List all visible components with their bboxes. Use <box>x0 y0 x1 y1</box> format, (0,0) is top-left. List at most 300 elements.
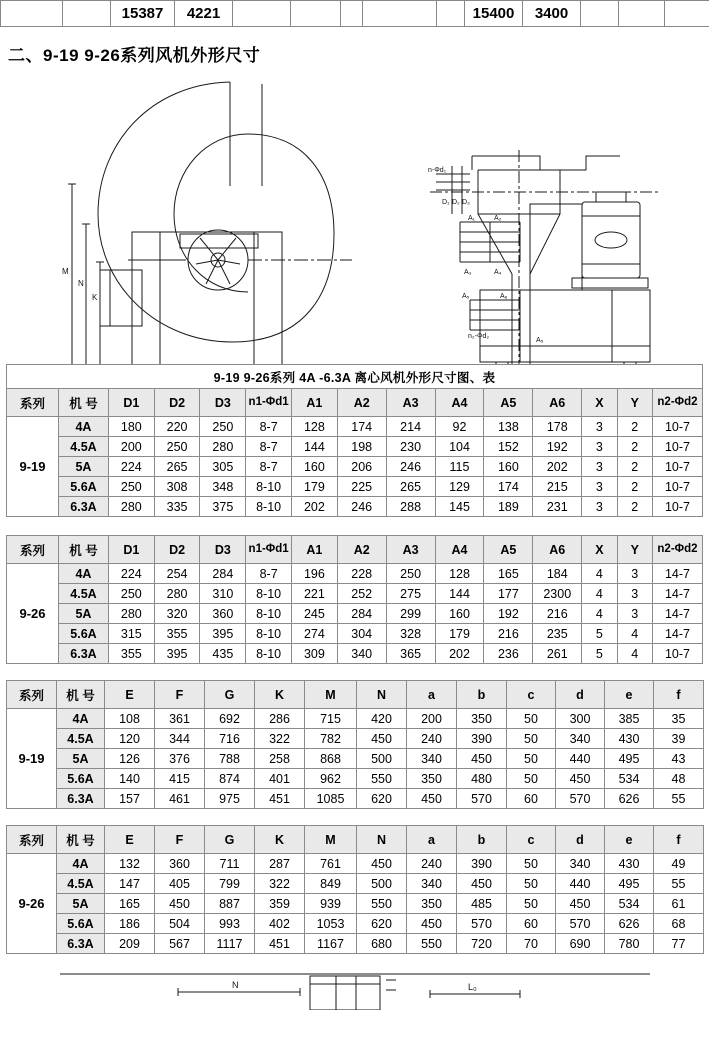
col-header: A6 <box>533 536 582 564</box>
cell: 2300 <box>533 584 582 604</box>
cell: 450 <box>407 789 457 809</box>
cell: 221 <box>292 584 338 604</box>
cell: 340 <box>556 729 605 749</box>
dim-table-1-block <box>0 364 709 517</box>
cell: 5 <box>582 644 617 664</box>
cell: 495 <box>605 874 654 894</box>
col-header: A5 <box>484 389 533 417</box>
cell: 174 <box>484 477 533 497</box>
dim-table-2 <box>6 535 703 664</box>
col-header: A4 <box>435 536 484 564</box>
cell: 245 <box>292 604 338 624</box>
col-header: 机 号 <box>59 389 109 417</box>
cell: 265 <box>154 457 200 477</box>
cell: 3 <box>582 497 617 517</box>
cell: 390 <box>457 729 507 749</box>
model-cell: 6.3A <box>59 497 109 517</box>
cell: 868 <box>305 749 357 769</box>
model-cell: 4A <box>59 564 109 584</box>
svg-text:D₁: D₁ <box>442 199 450 206</box>
cell: 250 <box>386 564 435 584</box>
col-header: f <box>654 826 704 854</box>
cell: 228 <box>337 564 386 584</box>
model-cell: 5.6A <box>57 769 105 789</box>
table-row <box>1 1 709 27</box>
cell <box>437 1 465 27</box>
cell: 534 <box>605 894 654 914</box>
cell: 179 <box>435 624 484 644</box>
cell: 214 <box>386 417 435 437</box>
cell: 39 <box>654 729 704 749</box>
cell: 570 <box>457 789 507 809</box>
cell: 365 <box>386 644 435 664</box>
table-row <box>7 749 704 769</box>
cell: 209 <box>105 934 155 954</box>
cell: 236 <box>484 644 533 664</box>
cell: 385 <box>605 709 654 729</box>
cell: 720 <box>457 934 507 954</box>
cell: 157 <box>105 789 155 809</box>
col-header-text: n2-Φd2 <box>657 396 698 409</box>
cell: 50 <box>507 894 556 914</box>
cell: 620 <box>357 914 407 934</box>
cell: 305 <box>200 457 246 477</box>
model-cell: 6.3A <box>57 934 105 954</box>
col-header: 机 号 <box>57 826 105 854</box>
cell: 50 <box>507 749 556 769</box>
col-header-text: n2-Φd2 <box>657 543 698 556</box>
cell: 550 <box>357 769 407 789</box>
col-header-text: n1-Φd1 <box>248 396 289 409</box>
cell: 224 <box>108 457 154 477</box>
cell: 962 <box>305 769 357 789</box>
cell: 849 <box>305 874 357 894</box>
cell: 2 <box>617 497 652 517</box>
cell: 3 <box>582 457 617 477</box>
col-header <box>246 536 292 564</box>
cell: 4 <box>582 584 617 604</box>
cell: 55 <box>654 789 704 809</box>
svg-text:A₂: A₂ <box>494 215 502 222</box>
cell: 440 <box>556 749 605 769</box>
cell: 692 <box>205 709 255 729</box>
col-header: Y <box>617 389 652 417</box>
cell: 504 <box>155 914 205 934</box>
col-header: A3 <box>386 536 435 564</box>
cell: 309 <box>292 644 338 664</box>
series-cell: 9-26 <box>7 564 59 664</box>
cell: 196 <box>292 564 338 584</box>
cell: 680 <box>357 934 407 954</box>
cell: 160 <box>484 457 533 477</box>
col-header: M <box>305 681 357 709</box>
cell: 2 <box>617 457 652 477</box>
col-header: X <box>582 536 617 564</box>
cell: 10-7 <box>652 417 702 437</box>
cell: 8-7 <box>246 564 292 584</box>
label-L0: L₀ <box>468 982 477 992</box>
cell: 626 <box>605 914 654 934</box>
cell <box>665 1 709 27</box>
col-header: A1 <box>292 536 338 564</box>
cell: 360 <box>155 854 205 874</box>
cell: 788 <box>205 749 255 769</box>
col-header-text: n1-Φd1 <box>248 543 289 556</box>
cell: 335 <box>154 497 200 517</box>
cell: 284 <box>337 604 386 624</box>
series-cell: 9-26 <box>7 854 57 954</box>
cell: 5 <box>582 624 617 644</box>
cell: 225 <box>337 477 386 497</box>
cell: 8-10 <box>246 624 292 644</box>
cell <box>341 1 363 27</box>
col-header: M <box>305 826 357 854</box>
cell: 711 <box>205 854 255 874</box>
col-header: D2 <box>154 389 200 417</box>
cell: 258 <box>255 749 305 769</box>
cell: 8-10 <box>246 584 292 604</box>
cell: 350 <box>407 894 457 914</box>
cell: 145 <box>435 497 484 517</box>
cell: 15387 <box>111 1 175 27</box>
col-header: G <box>205 681 255 709</box>
col-header: 机 号 <box>57 681 105 709</box>
cell: 128 <box>435 564 484 584</box>
cell: 570 <box>556 914 605 934</box>
table-row <box>7 789 704 809</box>
cell: 108 <box>105 709 155 729</box>
cell: 690 <box>556 934 605 954</box>
col-header: N <box>357 681 407 709</box>
cell: 887 <box>205 894 255 914</box>
cell: 206 <box>337 457 386 477</box>
cell: 200 <box>108 437 154 457</box>
cell: 14-7 <box>652 564 702 584</box>
cell: 355 <box>154 624 200 644</box>
cell: 450 <box>457 749 507 769</box>
col-header: f <box>654 681 704 709</box>
table-row <box>7 437 703 457</box>
cell: 3 <box>582 437 617 457</box>
cell: 3 <box>582 477 617 497</box>
cell: 254 <box>154 564 200 584</box>
model-cell: 5A <box>57 749 105 769</box>
cell: 129 <box>435 477 484 497</box>
table-header-row <box>7 536 703 564</box>
col-header: G <box>205 826 255 854</box>
table-header-row <box>7 826 704 854</box>
cell: 250 <box>154 437 200 457</box>
cell: 304 <box>337 624 386 644</box>
cell: 184 <box>533 564 582 584</box>
cell: 43 <box>654 749 704 769</box>
cell <box>63 1 111 27</box>
cell: 450 <box>155 894 205 914</box>
cell: 55 <box>654 874 704 894</box>
table-row <box>7 644 703 664</box>
cell: 68 <box>654 914 704 934</box>
cell: 716 <box>205 729 255 749</box>
cell: 451 <box>255 789 305 809</box>
cell: 50 <box>507 709 556 729</box>
col-header <box>652 536 702 564</box>
cell: 10-7 <box>652 457 702 477</box>
cell: 128 <box>292 417 338 437</box>
cell: 450 <box>556 894 605 914</box>
col-header: X <box>582 389 617 417</box>
cell: 415 <box>155 769 205 789</box>
cell: 14-7 <box>652 624 702 644</box>
svg-text:n₂-Φd₂: n₂-Φd₂ <box>468 333 490 340</box>
cell: 50 <box>507 729 556 749</box>
model-cell: 4.5A <box>59 584 109 604</box>
table-row <box>7 709 704 729</box>
col-header: A1 <box>292 389 338 417</box>
cell: 570 <box>457 914 507 934</box>
col-header: A6 <box>533 389 582 417</box>
cell: 348 <box>200 477 246 497</box>
cell: 250 <box>108 477 154 497</box>
table-row <box>7 417 703 437</box>
cell: 485 <box>457 894 507 914</box>
cell: 4 <box>582 604 617 624</box>
cell: 246 <box>337 497 386 517</box>
col-header: a <box>407 681 457 709</box>
cell: 430 <box>605 729 654 749</box>
col-header: A4 <box>435 389 484 417</box>
cell: 395 <box>200 624 246 644</box>
svg-text:D₂: D₂ <box>452 199 460 206</box>
model-cell: 4.5A <box>57 729 105 749</box>
cell: 376 <box>155 749 205 769</box>
cell: 50 <box>507 769 556 789</box>
cell: 77 <box>654 934 704 954</box>
cell: 1117 <box>205 934 255 954</box>
model-cell: 4.5A <box>57 874 105 894</box>
cell: 177 <box>484 584 533 604</box>
col-header: b <box>457 826 507 854</box>
model-cell: 5A <box>59 604 109 624</box>
svg-text:M: M <box>62 267 69 276</box>
table-row <box>7 457 703 477</box>
cell: 450 <box>357 854 407 874</box>
col-header: 机 号 <box>59 536 109 564</box>
cell: 280 <box>154 584 200 604</box>
cell: 8-10 <box>246 604 292 624</box>
cell: 186 <box>105 914 155 934</box>
cell: 420 <box>357 709 407 729</box>
cell: 390 <box>457 854 507 874</box>
cell: 4 <box>617 624 652 644</box>
col-header: N <box>357 826 407 854</box>
cell: 50 <box>507 854 556 874</box>
cell: 761 <box>305 854 357 874</box>
cell: 375 <box>200 497 246 517</box>
model-cell: 4A <box>59 417 109 437</box>
cell <box>1 1 63 27</box>
table-row <box>7 854 704 874</box>
cell: 10-7 <box>652 644 702 664</box>
cell: 144 <box>292 437 338 457</box>
dim-table-4-block <box>0 825 709 954</box>
cell: 8-10 <box>246 644 292 664</box>
col-header: Y <box>617 536 652 564</box>
col-header: A2 <box>337 536 386 564</box>
cell: 192 <box>484 604 533 624</box>
cell: 450 <box>457 874 507 894</box>
cell: 1085 <box>305 789 357 809</box>
cell: 288 <box>386 497 435 517</box>
cell: 231 <box>533 497 582 517</box>
cell: 361 <box>155 709 205 729</box>
model-cell: 4A <box>57 709 105 729</box>
col-header: D1 <box>108 389 154 417</box>
top-partial-table <box>0 0 709 27</box>
cell: 165 <box>105 894 155 914</box>
table-title: 9-19 9-26系列 4A -6.3A 离心风机外形尺寸图、表 <box>7 365 703 389</box>
cell: 160 <box>435 604 484 624</box>
cell: 550 <box>407 934 457 954</box>
cell <box>233 1 291 27</box>
col-header: b <box>457 681 507 709</box>
col-header: D3 <box>200 536 246 564</box>
cell: 8-10 <box>246 497 292 517</box>
cell: 280 <box>108 604 154 624</box>
cell: 450 <box>556 769 605 789</box>
cell: 874 <box>205 769 255 789</box>
section-heading: 二、9-19 9-26系列风机外形尺寸 <box>8 46 261 65</box>
svg-text:A₃: A₃ <box>464 269 472 276</box>
cell: 299 <box>386 604 435 624</box>
table-header-row <box>7 681 704 709</box>
col-header: 系列 <box>7 536 59 564</box>
cell: 48 <box>654 769 704 789</box>
cell: 315 <box>108 624 154 644</box>
cell: 50 <box>507 874 556 894</box>
cell: 14-7 <box>652 584 702 604</box>
cell: 401 <box>255 769 305 789</box>
cell: 620 <box>357 789 407 809</box>
cell: 286 <box>255 709 305 729</box>
cell <box>291 1 341 27</box>
cell: 8-7 <box>246 437 292 457</box>
col-header: K <box>255 826 305 854</box>
col-header: e <box>605 826 654 854</box>
svg-text:A₆: A₆ <box>500 293 508 300</box>
svg-text:K: K <box>92 293 98 302</box>
cell: 435 <box>200 644 246 664</box>
cell: 240 <box>407 729 457 749</box>
cell: 3400 <box>523 1 581 27</box>
cell: 715 <box>305 709 357 729</box>
cell: 235 <box>533 624 582 644</box>
cell: 189 <box>484 497 533 517</box>
cell: 8-7 <box>246 457 292 477</box>
cell: 780 <box>605 934 654 954</box>
cell: 230 <box>386 437 435 457</box>
model-cell: 6.3A <box>57 789 105 809</box>
cell <box>619 1 665 27</box>
cell: 274 <box>292 624 338 644</box>
cell: 1053 <box>305 914 357 934</box>
cell: 450 <box>357 729 407 749</box>
col-header: F <box>155 826 205 854</box>
cell: 60 <box>507 914 556 934</box>
cell: 405 <box>155 874 205 894</box>
cell: 310 <box>200 584 246 604</box>
cell: 140 <box>105 769 155 789</box>
cell: 355 <box>108 644 154 664</box>
col-header: a <box>407 826 457 854</box>
cell: 165 <box>484 564 533 584</box>
cell: 322 <box>255 874 305 894</box>
cell: 216 <box>533 604 582 624</box>
cell: 224 <box>108 564 154 584</box>
bottom-partial-drawing <box>0 970 709 1010</box>
col-header: 系列 <box>7 681 57 709</box>
cell: 174 <box>337 417 386 437</box>
cell: 280 <box>108 497 154 517</box>
cell: 320 <box>154 604 200 624</box>
cell <box>363 1 437 27</box>
cell: 2 <box>617 437 652 457</box>
table-title-row <box>7 365 703 389</box>
cell: 495 <box>605 749 654 769</box>
cell: 132 <box>105 854 155 874</box>
cell: 61 <box>654 894 704 914</box>
series-cell: 9-19 <box>7 709 57 809</box>
cell: 250 <box>200 417 246 437</box>
cell: 10-7 <box>652 437 702 457</box>
model-cell: 4A <box>57 854 105 874</box>
cell: 395 <box>154 644 200 664</box>
fan-outline-drawing <box>0 74 709 364</box>
table-row <box>7 874 704 894</box>
dim-table-1 <box>6 364 703 517</box>
cell: 246 <box>386 457 435 477</box>
cell: 60 <box>507 789 556 809</box>
cell: 3 <box>582 417 617 437</box>
series-cell: 9-19 <box>7 417 59 517</box>
cell: 178 <box>533 417 582 437</box>
col-header: E <box>105 681 155 709</box>
cell: 626 <box>605 789 654 809</box>
cell: 350 <box>457 709 507 729</box>
cell: 275 <box>386 584 435 604</box>
cell: 3 <box>617 604 652 624</box>
cell: 120 <box>105 729 155 749</box>
cell: 344 <box>155 729 205 749</box>
svg-text:A₄: A₄ <box>494 269 502 276</box>
svg-text:D₃: D₃ <box>462 199 470 206</box>
col-header: d <box>556 681 605 709</box>
cell: 500 <box>357 874 407 894</box>
svg-text:N: N <box>78 279 84 288</box>
table-row <box>7 769 704 789</box>
cell: 570 <box>556 789 605 809</box>
cell: 240 <box>407 854 457 874</box>
cell: 220 <box>154 417 200 437</box>
model-cell: 5A <box>57 894 105 914</box>
cell: 534 <box>605 769 654 789</box>
cell: 261 <box>533 644 582 664</box>
cell: 939 <box>305 894 357 914</box>
table-row <box>7 624 703 644</box>
cell: 126 <box>105 749 155 769</box>
table-row <box>7 564 703 584</box>
cell: 198 <box>337 437 386 457</box>
col-header <box>652 389 702 417</box>
